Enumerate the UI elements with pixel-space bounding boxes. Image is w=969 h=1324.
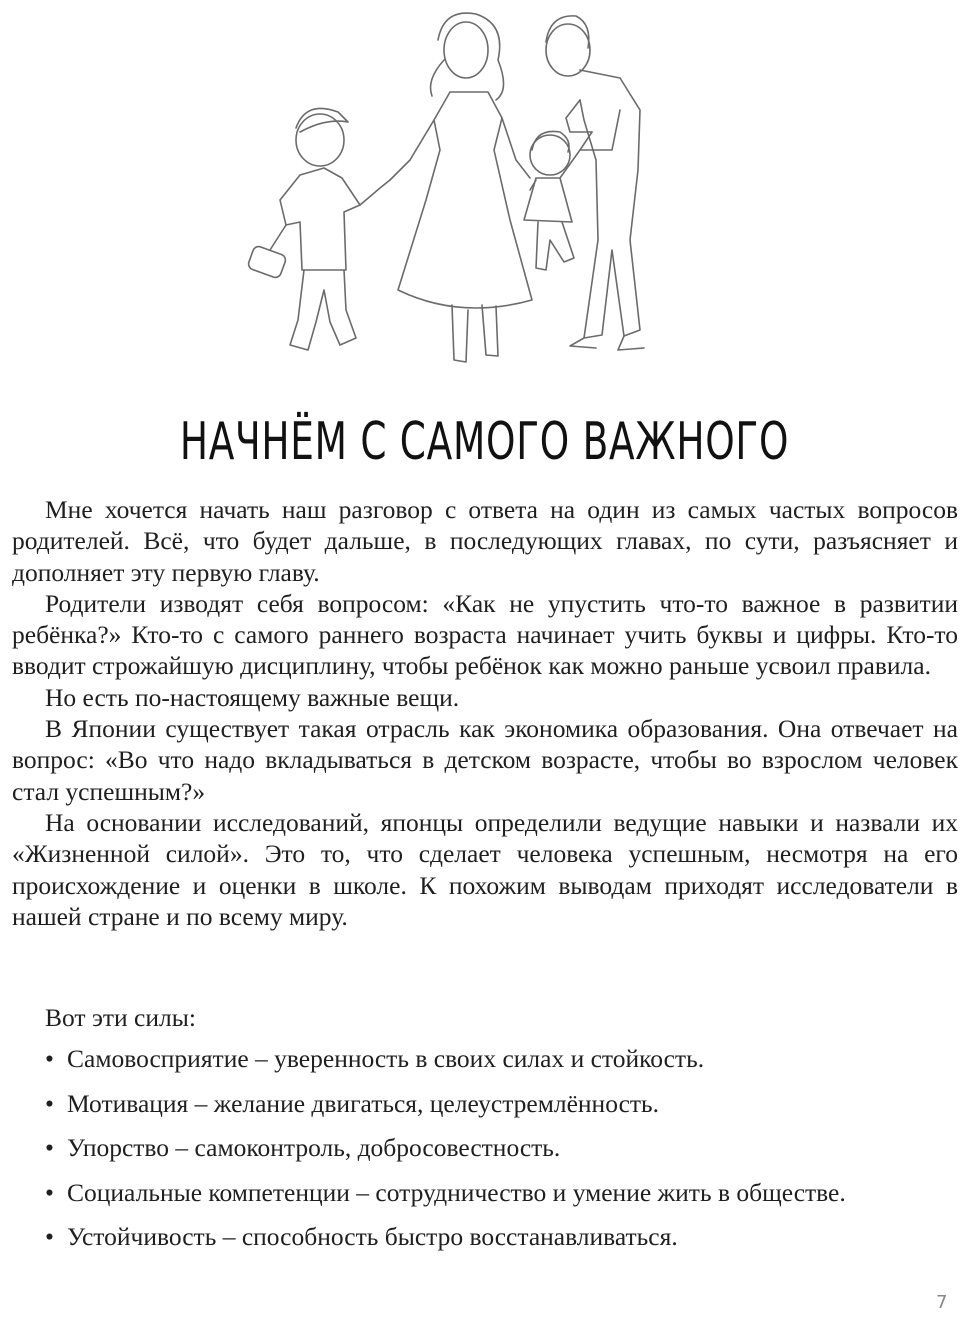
page-number: 7 [936,1292,948,1313]
list-item-text: Социальные компетенции – сотрудничество и умение жить в обществе. [67,1177,846,1207]
list-item [45,1133,846,1178]
mother-figure-icon [390,13,532,362]
list-item [45,1222,846,1267]
paragraph: На основании исследований, японцы определили ведущие навыки и назвали их «Жизненной силой». Это то, что сделает человека успешным, несмотря на его происхождение и оценки в школе. К похожим выводам приходят исследователи в нашей стране и по всему миру. [12,807,958,931]
paragraph: Но есть по-настоящему важные вещи. [45,682,460,712]
chapter-heading: НАЧНЁМ С САМОГО ВАЖНОГО [179,412,790,472]
family-illustration [220,0,720,390]
bullet-icon: • [45,1177,54,1207]
list-item [45,1089,846,1134]
list-item-text: Упорство – самоконтроль, добросовестность. [67,1133,561,1162]
list-intro: Вот эти силы: [45,1003,196,1032]
list-item [45,1178,846,1223]
paragraph: В Японии существует такая отрасль как экономика образования. Она отвечает на вопрос: «Во что надо вкладываться в детском возрасте, чтобы во взрослом человек стал успешным?» [12,714,958,806]
girl-figure-icon [524,131,592,270]
paragraph: Мне хочется начать наш разговор с ответа на один из самых частых вопросов родителей. Всё, что будет дальше, в последующих главах, по сути, разъясняет и дополняет эту первую главу. [12,495,958,587]
list-item-text: Самовосприятие – уверенность в своих силах и стойкость. [67,1044,705,1073]
body-text [12,494,958,932]
bullet-icon: • [45,1222,54,1251]
strengths-list [45,1044,846,1267]
bullet-icon: • [45,1088,54,1118]
list-item-text: Мотивация – желание двигаться, целеустремлённость. [67,1088,660,1118]
list-item [45,1044,846,1089]
bullet-icon: • [45,1044,54,1073]
list-item-text: Устойчивость – способность быстро восстанавливаться. [67,1222,678,1251]
bullet-icon: • [45,1133,54,1162]
boy-figure-icon [247,108,390,350]
paragraph: Родители изводят себя вопросом: «Как не упустить что-то важное в развитии ребёнка?» Кто-то с самого раннего возраста начинает учить буквы и цифры. Кто-то вводит строжайшую дисциплину, чтобы ребёнок как можно раньше усвоил правила. [12,588,958,681]
